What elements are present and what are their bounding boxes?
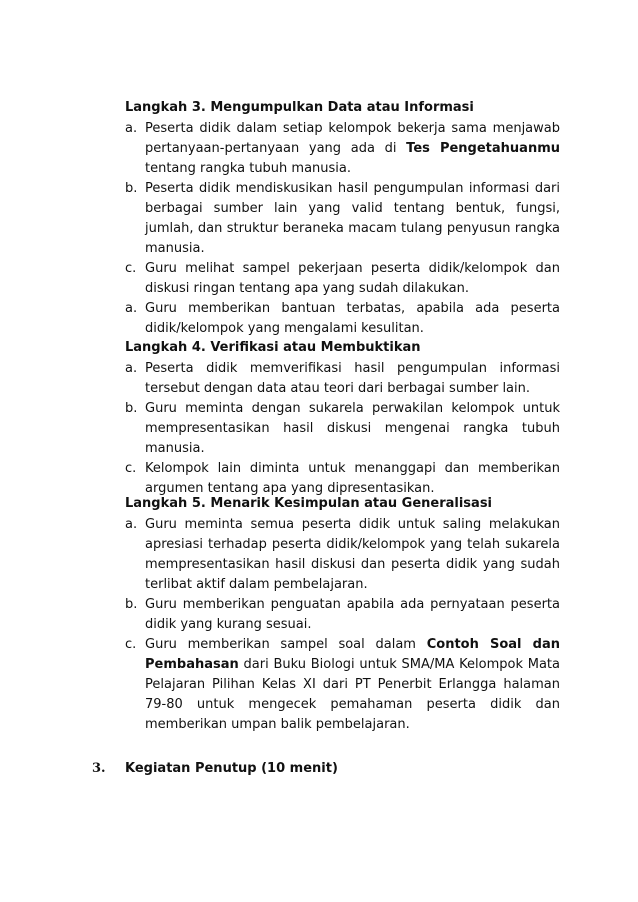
list-marker: a. [125,361,138,376]
step5-item-b [125,595,560,635]
item-text: Peserta didik dalam setiap kelompok bekerja sama menjawab pertanyaan-pertanyaan yang ada di [145,121,560,156]
item-text: Guru memberikan bantuan terbatas, apabila ada peserta didik/kelompok yang mengalami kesulitan. [145,301,560,336]
item-text: Guru memberikan sampel soal dalam [145,637,427,652]
item-text: Guru memberikan penguatan apabila ada pernyataan peserta didik yang kurang sesuai. [145,597,560,632]
item-text: Guru meminta semua peserta didik untuk saling melakukan apresiasi terhadap peserta didik/kelompok yang telah sukarela mempresentasikan hasil diskusi dan peserta didik yang sudah terlibat aktif dalam pembelajaran. [145,517,560,592]
step4-item-c [125,459,560,499]
list-marker: b. [125,401,138,416]
item-text: Peserta didik mendiskusikan hasil pengumpulan informasi dari berbagai sumber lain yang valid tentang bentuk, fungsi, jumlah, dan struktur beraneka macam tulang penyusun rangka manusia. [145,181,560,256]
step4-item-a [125,359,560,399]
list-marker: a. [125,301,138,316]
step4-item-b [125,399,560,459]
list-marker: b. [125,597,138,612]
step3-item-a [125,119,560,179]
step5-item-a [125,515,560,595]
step3-item-c [125,259,560,299]
list-marker: a. [125,121,138,136]
step4-heading: Langkah 4. Verifikasi atau Membuktikan [125,340,421,355]
step3-section [125,98,560,339]
closing-activity-heading [92,759,338,779]
list-marker: c. [125,461,137,476]
list-marker: c. [125,637,137,652]
bold-term: Contoh Soal dan Pembahasan [145,637,560,672]
item-text: Guru melihat sampel pekerjaan peserta didik/kelompok dan diskusi ringan tentang apa yang sudah dilakukan. [145,261,560,296]
item-text: Guru meminta dengan sukarela perwakilan kelompok untuk mempresentasikan hasil diskusi mengenai rangka tubuh manusia. [145,401,560,456]
step3-item-d [125,299,560,339]
step3-item-b [125,179,560,259]
item-text: Peserta didik memverifikasi hasil pengumpulan informasi tersebut dengan data atau teori dari berbagai sumber lain. [145,361,560,396]
item-text: Kelompok lain diminta untuk menanggapi dan memberikan argumen tentang apa yang dipresentasikan. [145,461,560,496]
item-text: dari Buku Biologi untuk SMA/MA Kelompok Mata Pelajaran Pilihan Kelas XI dari PT Penerbit Erlangga halaman 79-80 untuk mengecek pemahaman peserta didik dan memberikan umpan balik pembelajaran. [145,657,560,732]
section-number: 3. [92,761,106,776]
list-marker: a. [125,517,138,532]
step4-section [125,338,560,499]
step5-section [125,494,560,735]
step5-heading: Langkah 5. Menarik Kesimpulan atau Generalisasi [125,496,493,511]
item-text: tentang rangka tubuh manusia. [145,161,352,176]
list-marker: b. [125,181,138,196]
step3-heading: Langkah 3. Mengumpulkan Data atau Informasi [125,100,474,115]
list-marker: c. [125,261,137,276]
step5-item-c [125,635,560,735]
section-title: Kegiatan Penutup (10 menit) [125,761,338,776]
bold-term: Tes Pengetahuanmu [406,141,560,156]
